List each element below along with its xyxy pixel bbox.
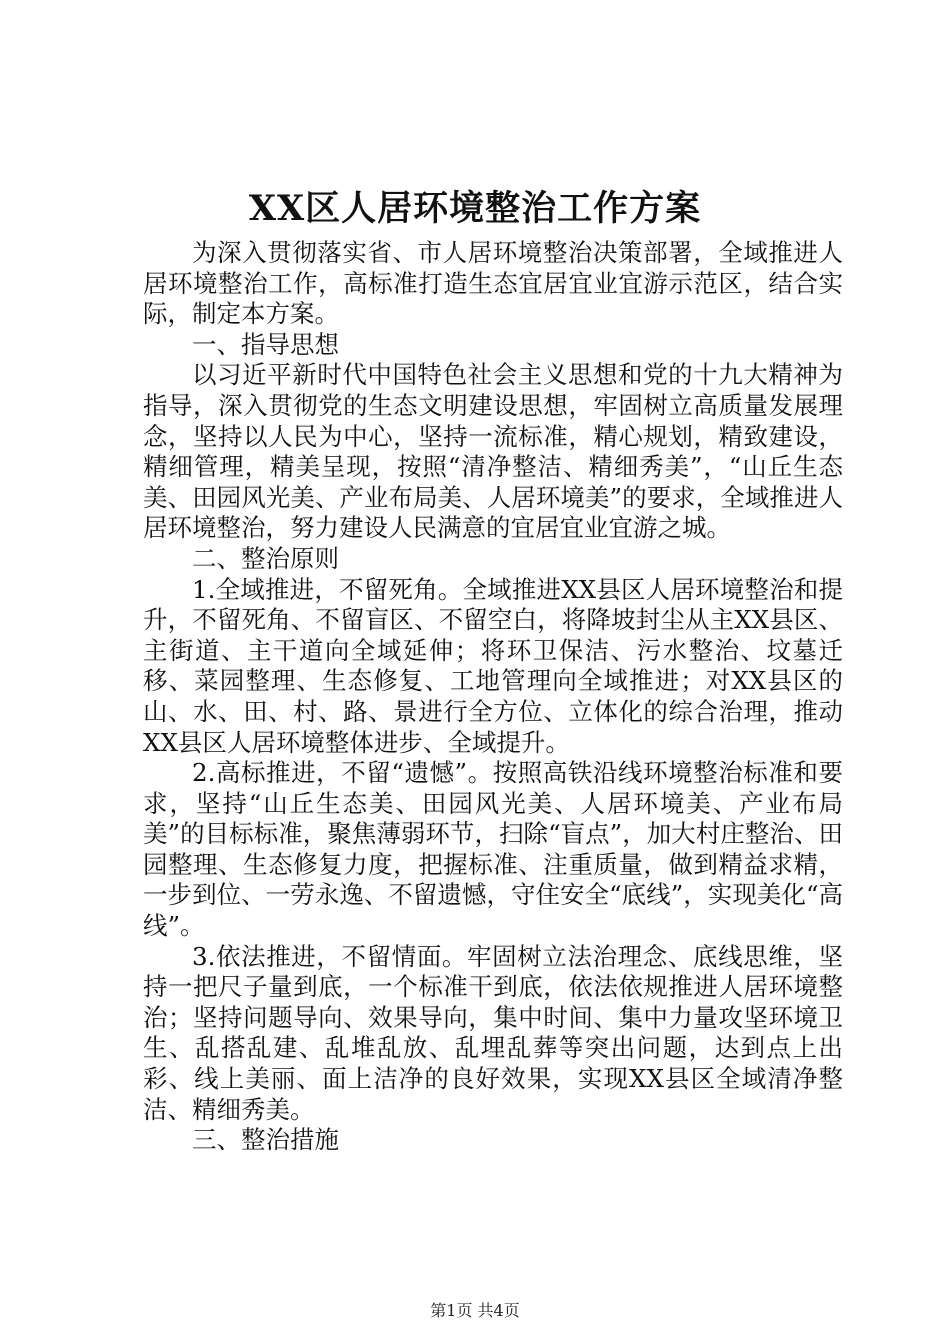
principle-2-paragraph: 2.高标推进，不留“遗憾”。按照高铁沿线环境整治标准和要求，坚持“山丘生态美、田园风光美、人居环境美、产业布局美”的目标标准，聚焦薄弱环节，扫除“盲点”，加大村庄整治、田园整理、生态修复力度，把握标准、注重质量，做到精益求精，一步到位、一劳永逸、不留遗憾，守住安全“底线”，实现美化“高线”。 bbox=[143, 758, 843, 941]
page-number-footer: 第1页 共4页 bbox=[430, 1301, 520, 1320]
section-heading-principles: 二、整治原则 bbox=[192, 543, 339, 573]
document-body bbox=[143, 238, 843, 1156]
section-heading-measures: 三、整治措施 bbox=[192, 1125, 339, 1155]
principle-1-paragraph: 1.全域推进，不留死角。全域推进XX县区人居环境整治和提升，不留死角、不留盲区、不留空白，将降坡封尘从主XX县区、主街道、主干道向全域延伸；将环卫保洁、污水整治、坟墓迁移、菜园整理、生态修复、工地管理向全域推进；对XX县区的山、水、田、村、路、景进行全方位、立体化的综合治理，推动XX县区人居环境整体进步、全域提升。 bbox=[143, 574, 843, 757]
document-title: XX区人居环境整治工作方案 bbox=[248, 188, 702, 229]
guiding-ideology-paragraph: 以习近平新时代中国特色社会主义思想和党的十九大精神为指导，深入贯彻党的生态文明建设思想，牢固树立高质量发展理念，坚持以人民为中心，坚持一流标准，精心规划，精致建设，精细管理，精美呈现，按照“清净整洁、精细秀美”，“山丘生态美、田园风光美、产业布局美、人居环境美”的要求，全域推进人居环境整治，努力建设人民满意的宜居宜业宜游之城。 bbox=[143, 360, 843, 543]
intro-paragraph: 为深入贯彻落实省、市人居环境整治决策部署，全域推进人居环境整治工作，高标准打造生态宜居宜业宜游示范区，结合实际，制定本方案。 bbox=[143, 238, 843, 329]
section-heading-guiding-ideology: 一、指导思想 bbox=[192, 329, 339, 359]
principle-3-paragraph: 3.依法推进，不留情面。牢固树立法治理念、底线思维，坚持一把尺子量到底，一个标准干到底，依法依规推进人居环境整治；坚持问题导向、效果导向，集中时间、集中力量攻坚环境卫生、乱搭乱建、乱堆乱放、乱埋乱葬等突出问题，达到点上出彩、线上美丽、面上洁净的良好效果，实现XX县区全域清净整洁、精细秀美。 bbox=[143, 941, 843, 1124]
